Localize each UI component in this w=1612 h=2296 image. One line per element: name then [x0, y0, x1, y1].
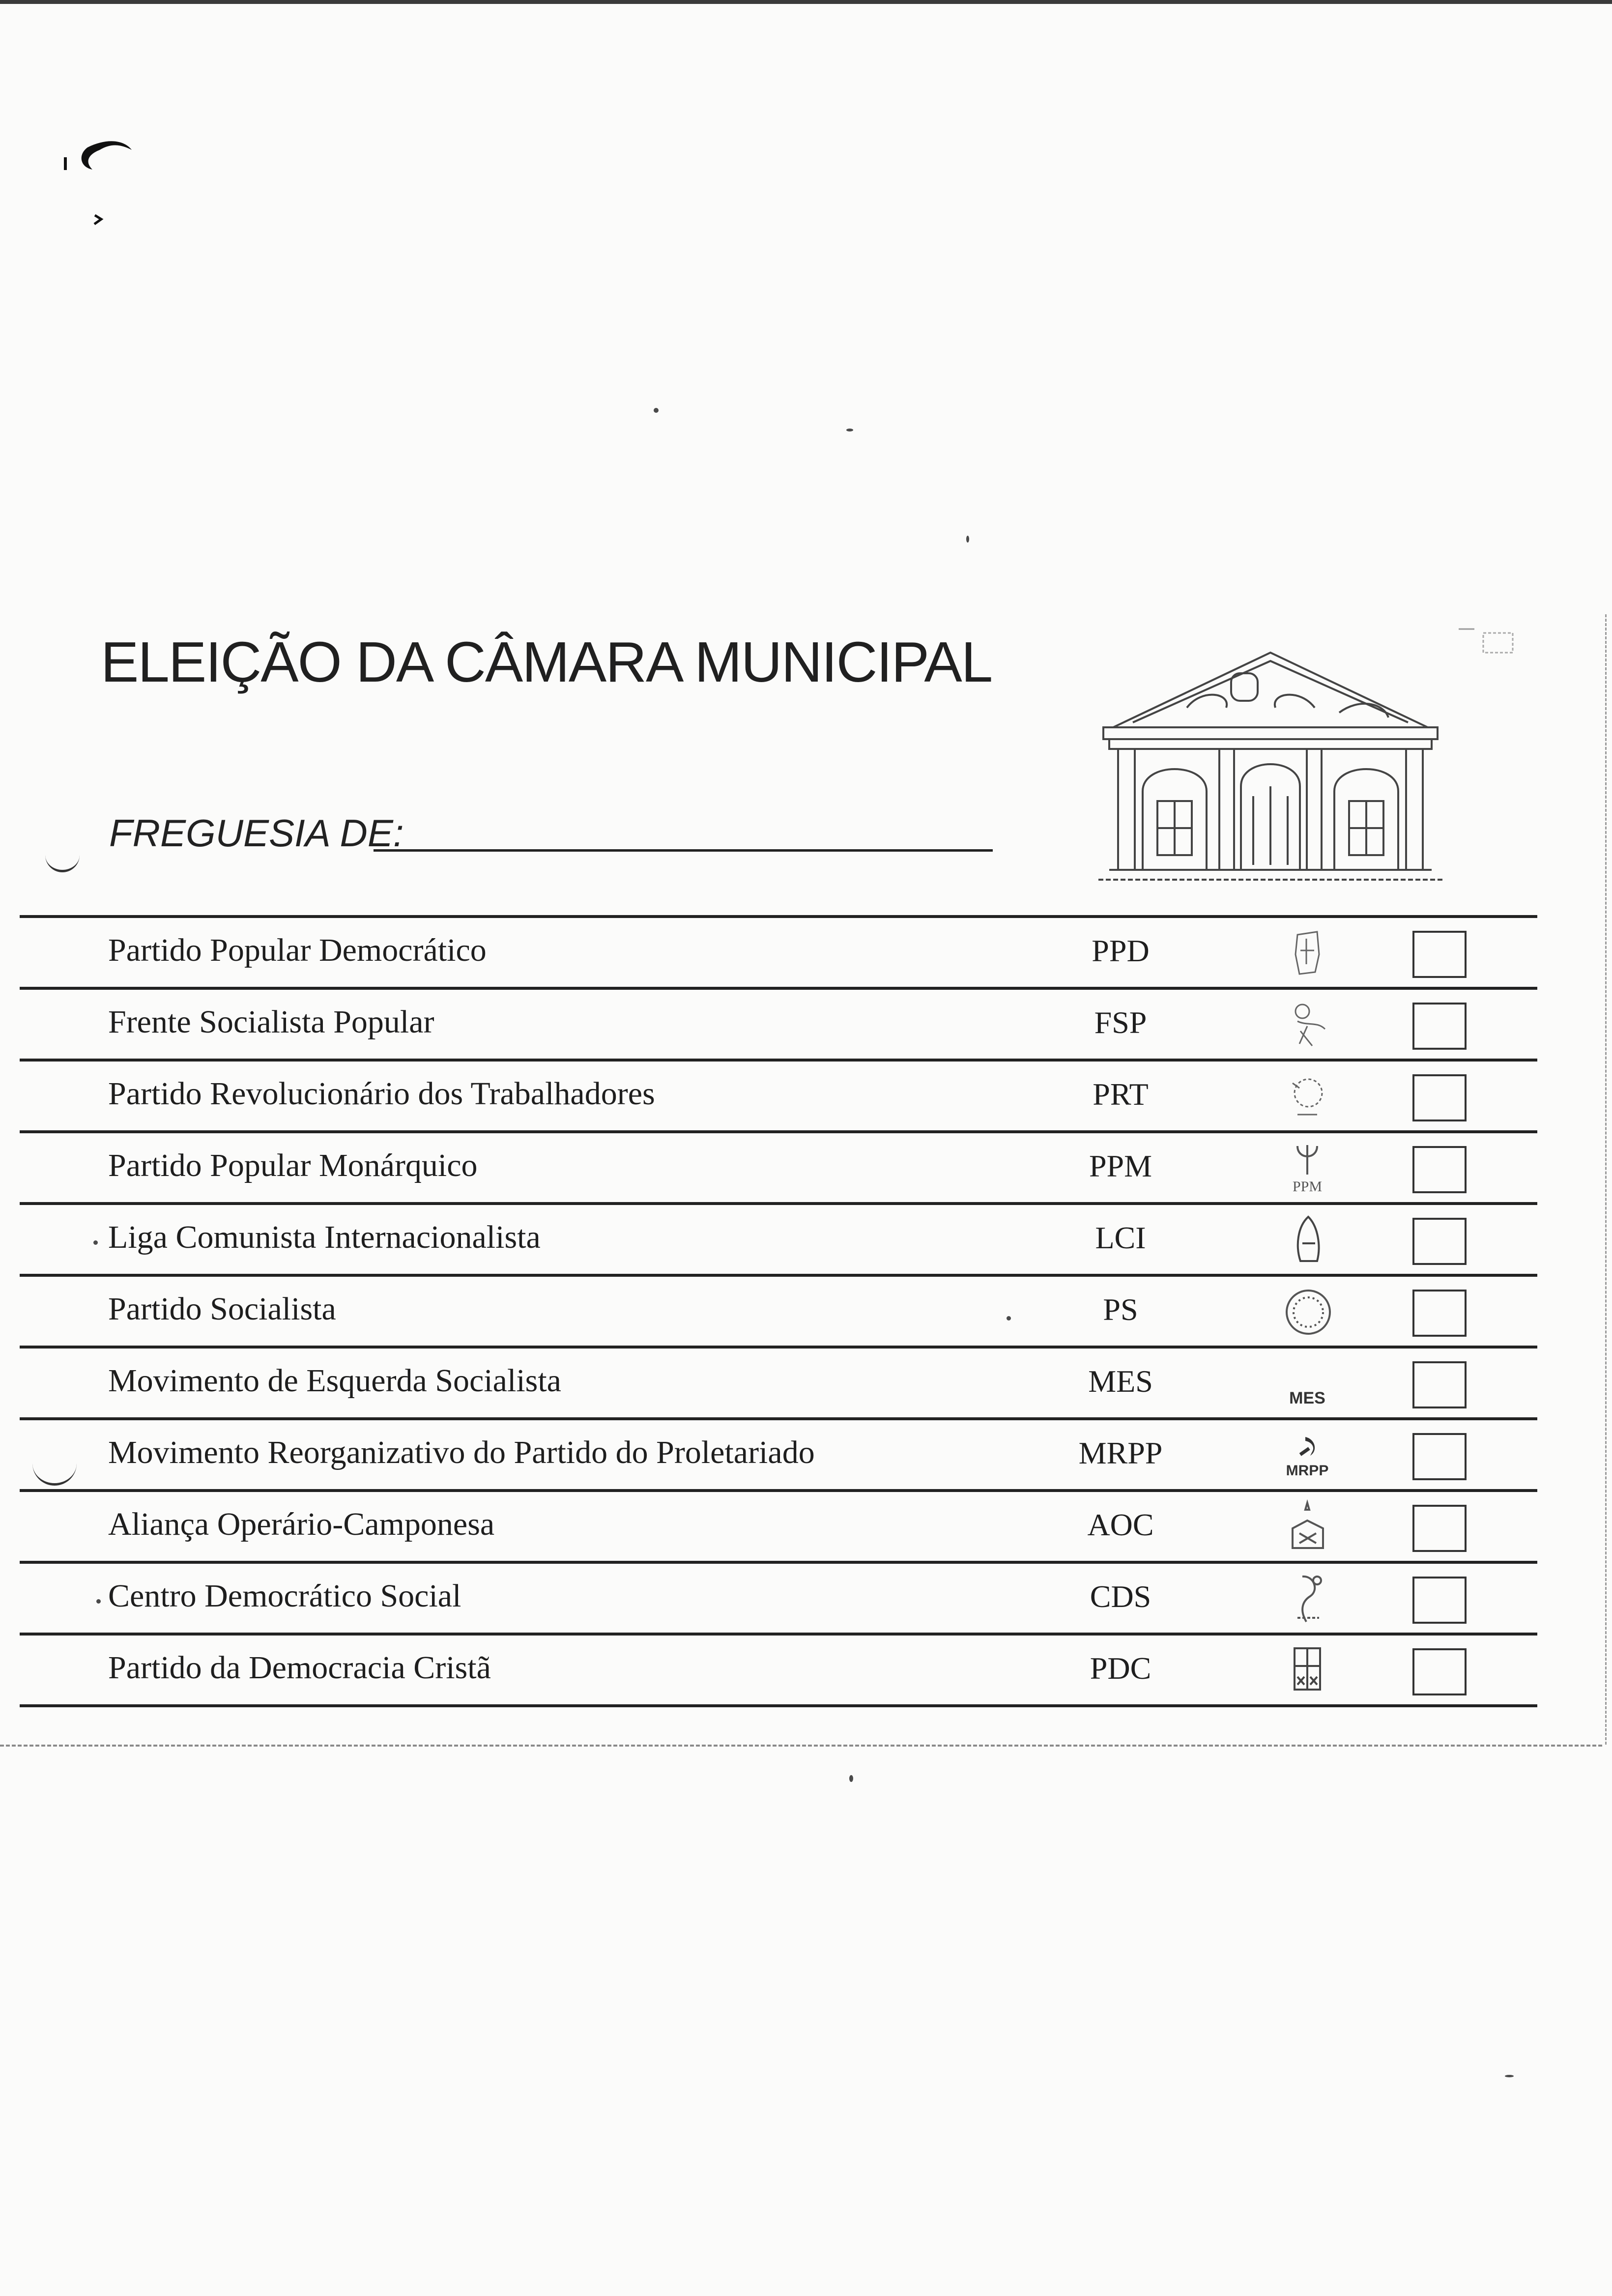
speck — [966, 536, 969, 543]
perforation-edge — [0, 1745, 1602, 1747]
party-abbreviation: LCI — [1095, 1220, 1146, 1255]
ballot-row-mrpp — [20, 1417, 1537, 1489]
party-abbreviation: AOC — [1087, 1507, 1154, 1542]
svg-text:MES: MES — [1289, 1389, 1325, 1407]
ballot-row-pdc — [20, 1633, 1537, 1707]
ps-symbol-icon — [1278, 1284, 1337, 1341]
scan-smudge-icon — [58, 128, 166, 246]
speck — [96, 1599, 101, 1604]
vote-checkbox[interactable] — [1412, 1361, 1467, 1408]
town-hall-emblem-icon — [1084, 639, 1457, 890]
party-abbreviation: MRPP — [1078, 1435, 1163, 1470]
pdc-symbol-icon — [1278, 1642, 1337, 1699]
party-abbreviation: CDS — [1090, 1579, 1151, 1614]
ballot-row-prt — [20, 1059, 1537, 1130]
vote-checkbox[interactable] — [1412, 931, 1467, 978]
party-name: Partido Socialista — [108, 1291, 336, 1327]
ballot-row-ppd — [20, 915, 1537, 987]
ballot-row-fsp — [20, 987, 1537, 1059]
ballot-table — [20, 915, 1537, 1707]
prt-symbol-icon — [1278, 1068, 1337, 1125]
ballot-row-ppm — [20, 1130, 1537, 1202]
party-name: Movimento de Esquerda Socialista — [108, 1363, 561, 1399]
parish-field[interactable] — [374, 849, 993, 852]
ballot-row-ps — [20, 1274, 1537, 1346]
party-name: Movimento Reorganizativo do Partido do Proletariado — [108, 1435, 815, 1470]
party-name: Frente Socialista Popular — [108, 1004, 434, 1040]
speck — [1505, 2075, 1514, 2077]
lci-symbol-icon — [1278, 1212, 1337, 1269]
party-abbreviation: FSP — [1094, 1005, 1147, 1040]
stamp-mark — [1455, 623, 1519, 662]
svg-text:PPM: PPM — [1292, 1178, 1323, 1195]
speck — [93, 1240, 98, 1245]
aoc-symbol-icon — [1278, 1499, 1337, 1556]
mrpp-symbol-icon — [1278, 1427, 1337, 1484]
party-abbreviation: PPM — [1089, 1148, 1152, 1183]
speck — [846, 429, 853, 431]
party-name: Aliança Operário-Camponesa — [108, 1506, 495, 1542]
party-name: Partido Popular Monárquico — [108, 1148, 478, 1183]
ballot-row-mes — [20, 1346, 1537, 1417]
party-abbreviation: PDC — [1090, 1651, 1151, 1686]
ppm-symbol-icon — [1278, 1140, 1337, 1197]
ballot-row-aoc — [20, 1489, 1537, 1561]
vote-checkbox[interactable] — [1412, 1505, 1467, 1552]
ballot-row-lci — [20, 1202, 1537, 1274]
speck — [1007, 1316, 1011, 1320]
vote-checkbox[interactable] — [1412, 1290, 1467, 1337]
vote-checkbox[interactable] — [1412, 1003, 1467, 1050]
speck — [849, 1775, 853, 1782]
perforation-edge — [1605, 614, 1607, 1745]
top-edge-rule — [0, 0, 1612, 4]
party-abbreviation: MES — [1088, 1364, 1153, 1399]
mes-symbol-icon — [1278, 1355, 1337, 1412]
party-name: Partido da Democracia Cristã — [108, 1650, 491, 1686]
ppd-symbol-icon — [1278, 925, 1337, 982]
party-abbreviation: PPD — [1092, 933, 1150, 968]
page-title: ELEIÇÃO DA CÂMARA MUNICIPAL — [101, 630, 992, 694]
fsp-symbol-icon — [1278, 997, 1337, 1054]
vote-checkbox[interactable] — [1412, 1146, 1467, 1193]
ballot-row-cds — [20, 1561, 1537, 1633]
parish-label: FREGUESIA DE: — [109, 811, 404, 855]
vote-checkbox[interactable] — [1412, 1577, 1467, 1624]
vote-checkbox[interactable] — [1412, 1074, 1467, 1121]
cds-symbol-icon — [1278, 1571, 1337, 1628]
vote-checkbox[interactable] — [1412, 1648, 1467, 1695]
svg-text:MRPP: MRPP — [1286, 1463, 1329, 1479]
party-name: Liga Comunista Internacionalista — [108, 1219, 541, 1255]
party-name: Partido Popular Democrático — [108, 932, 487, 968]
party-name: Centro Democrático Social — [108, 1578, 461, 1614]
speck — [654, 408, 659, 413]
vote-checkbox[interactable] — [1412, 1433, 1467, 1480]
pencil-tick-mark — [45, 835, 80, 872]
party-name: Partido Revolucionário dos Trabalhadores — [108, 1076, 655, 1112]
vote-checkbox[interactable] — [1412, 1218, 1467, 1265]
party-abbreviation: PS — [1103, 1292, 1138, 1327]
party-abbreviation: PRT — [1093, 1077, 1149, 1112]
